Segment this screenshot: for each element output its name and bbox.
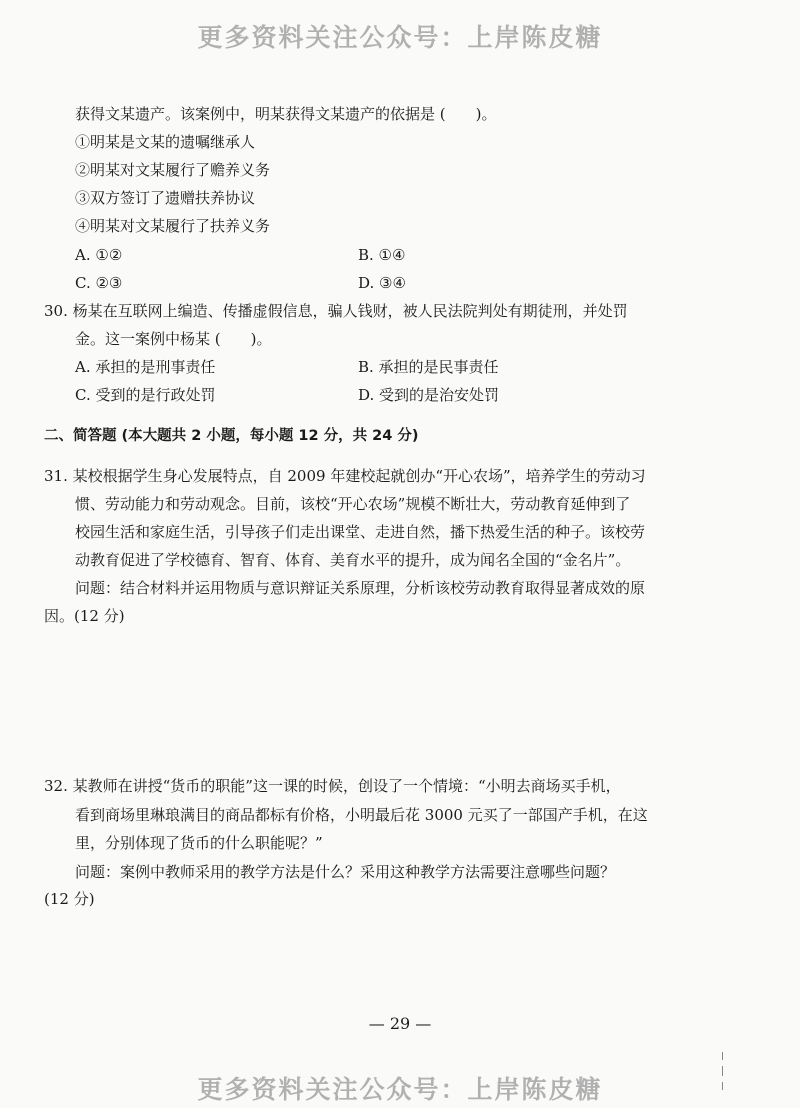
page-number: — 29 —	[368, 1014, 432, 1033]
q29-option-a: A. ①②	[75, 246, 123, 264]
q31-line-4: 动教育促进了学校德育、智育、体育、美育水平的提升，成为闻名全国的“金名片”。	[75, 551, 631, 569]
q31-line-3: 校园生活和家庭生活，引导孩子们走出课堂、走进自然，播下热爱生活的种子。该校劳	[75, 523, 646, 541]
q30-option-a: A. 承担的是刑事责任	[75, 358, 216, 376]
q32-line-2: 看到商场里琳琅满目的商品都标有价格，小明最后花 3000 元买了一部国产手机，在这	[75, 806, 648, 824]
q29-option-b: B. ①④	[358, 246, 406, 264]
q31-question-line-2: 因。(12 分)	[44, 607, 125, 625]
q29-item-1: ①明某是文某的遗嘱继承人	[75, 133, 256, 151]
q29-option-d: D. ③④	[358, 274, 406, 292]
q29-item-4: ④明某对文某履行了扶养义务	[75, 217, 271, 235]
watermark-top: 更多资料关注公众号：上岸陈皮糖	[197, 23, 603, 52]
q30-option-d: D. 受到的是治安处罚	[358, 386, 500, 404]
section-heading-short-answer: 二、简答题 (本大题共 2 小题，每小题 12 分，共 24 分)	[44, 428, 419, 444]
q32-question-line-2: (12 分)	[44, 890, 95, 908]
q29-item-3: ③双方签订了遗赠扶养协议	[75, 189, 256, 207]
q31-question-line-1: 问题：结合材料并运用物质与意识辩证关系原理，分析该校劳动教育取得显著成效的原	[75, 579, 646, 597]
watermark-bottom: 更多资料关注公众号：上岸陈皮糖	[197, 1075, 603, 1104]
q32-line-3: 里，分别体现了货币的什么职能呢？”	[75, 834, 323, 852]
q29-stem-end: 获得文某遗产。该案例中，明某获得文某遗产的依据是 ( )。	[75, 105, 497, 123]
q30-stem-line-2: 金。这一案例中杨某 ( )。	[75, 330, 272, 348]
q30-option-b: B. 承担的是民事责任	[358, 358, 499, 376]
q30-option-c: C. 受到的是行政处罚	[75, 386, 216, 404]
q29-option-c: C. ②③	[75, 274, 123, 292]
q32-line-1: 32. 某教师在讲授“货币的职能”这一课的时候，创设了一个情境：“小明去商场买手机，	[44, 777, 621, 795]
scan-mark	[722, 1052, 723, 1060]
q29-item-2: ②明某对文某履行了赡养义务	[75, 161, 271, 179]
q32-question-line-1: 问题：案例中教师采用的教学方法是什么？采用这种教学方法需要注意哪些问题？	[75, 863, 616, 881]
q30-stem-line-1: 30. 杨某在互联网上编造、传播虚假信息，骗人钱财，被人民法院判处有期徒刑，并处罚	[44, 302, 628, 320]
q31-line-1: 31. 某校根据学生身心发展特点，自 2009 年建校起就创办“开心农场”，培养学生的劳动习	[44, 467, 646, 485]
q31-line-2: 惯、劳动能力和劳动观念。目前，该校“开心农场”规模不断壮大，劳动教育延伸到了	[75, 495, 631, 513]
